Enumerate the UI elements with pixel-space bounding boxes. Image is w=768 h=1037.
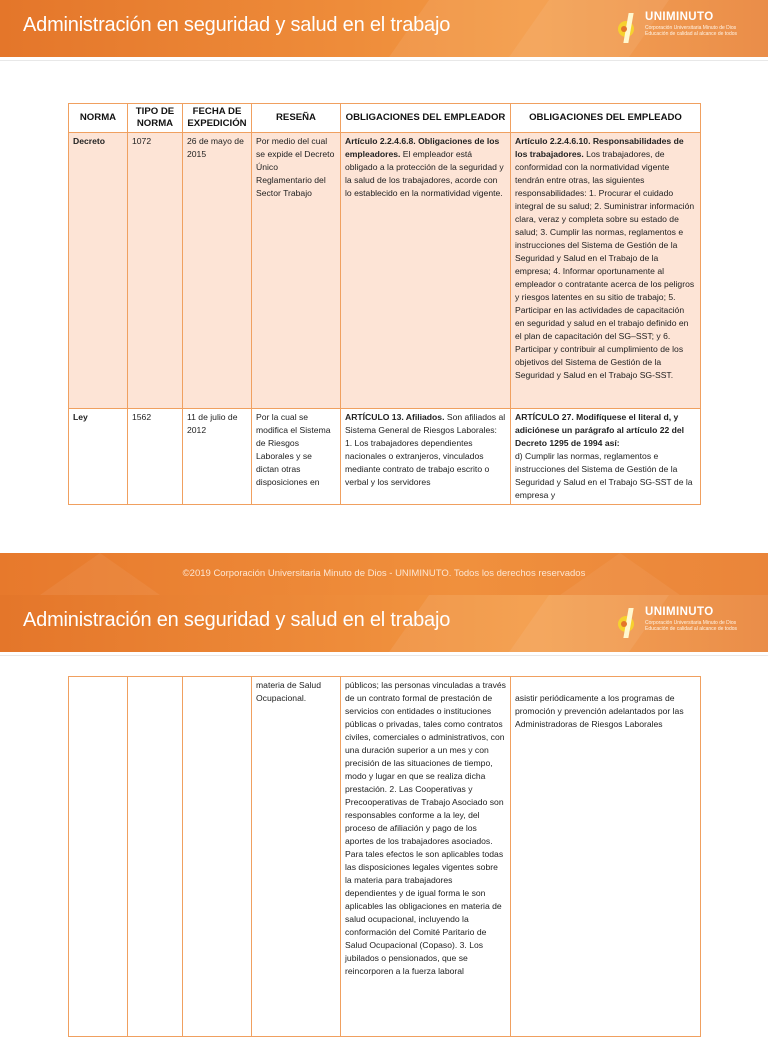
cell-norma <box>69 677 128 1037</box>
header-resena: RESEÑA <box>252 104 341 133</box>
article-heading: ARTÍCULO 13. Afiliados. <box>345 412 445 422</box>
cell-tipo <box>128 677 183 1037</box>
header-tipo-de-norma: TIPO DE NORMA <box>128 104 183 133</box>
article-heading: Artículo 2.2.4.6.8. Obligaciones de los empleadores. <box>345 136 500 159</box>
cell-empleado <box>511 409 701 505</box>
header-divider <box>0 655 768 656</box>
article-text: El empleador está obligado a la protección de la seguridad y la salud de los trabajadores, acorde con lo establecido en la normatividad vigente. <box>345 149 504 198</box>
copyright-text: ©2019 Corporación Universitaria Minuto de Dios - UNIMINUTO. Todos los derechos reservados <box>182 568 586 579</box>
page-title: Administración en seguridad y salud en el trabajo <box>23 14 451 36</box>
article-text: Son afiliados al Sistema General de Riesgos Laborales: 1. Los trabajadores dependientes nacionales o extranjeros, vinculados mediante contrato de trabajo escrito o verbal y los servidores <box>345 412 506 487</box>
uniminuto-logo <box>616 606 742 640</box>
cell-fecha: 26 de mayo de 2015 <box>183 133 252 409</box>
article-text: Los trabajadores, de conformidad con la normatividad vigente tendrán entre otras, las siguientes responsabilidades: 1. Procurar el cuidado integral de su salud; 2. Suministrar información clara, veraz y completa sobre su estado de salud; 3. Cumplir las normas, reglamentos e instrucciones del Sistema de Gestión de la Seguridad y Salud en el Trabajo de la empresa; 4. Informar oportunamente al empleador o contratante acerca de los peligros y riesgos latentes en su sitio de trabajo; 5. Participar en las actividades de capacitación en seguridad y salud en el trabajo definido en el plan de capacitación del SG–SST; y 6. Participar y contribuir al cumplimiento de los objetivos del Sistema de Gestión de la Seguridad y Salud en el Trabajo SG-SST. <box>515 149 695 380</box>
legal-norms-table-continuation <box>68 676 701 1037</box>
cell-resena: materia de Salud Ocupacional. <box>252 677 341 1037</box>
cell-empleador: públicos; las personas vinculadas a través de un contrato formal de prestación de servicios con entidades o instituciones públicas o privadas, tales como contratos civiles, comerciales o administrativos, con una duración superior a un mes y con precisión de las situaciones de tiempo, modo y lugar en que se realiza dicha prestación. 2. Las Cooperativas y Precooperativas de Trabajo Asociado son responsables conforme a la ley, del proceso de afiliación y pago de los aportes de los trabajadores asociados. Para tales efectos le son aplicables todas las disposiciones legales vigentes sobre la materia para trabajadores dependientes y de igual forma le son aplicables las obligaciones en materia de salud ocupacional, incluyendo la conformación del Comité Paritario de Salud Ocupacional (Copaso). 3. Los jubilados o pensionados, que se reincorporen a la fuerza laboral <box>341 677 511 1037</box>
table-header-row <box>69 104 701 133</box>
cell-tipo: 1562 <box>128 409 183 505</box>
logo-mark-icon <box>616 13 642 43</box>
header-obligaciones-empleado: OBLIGACIONES DEL EMPLEADO <box>511 104 701 133</box>
cell-resena: Por medio del cual se expide el Decreto Único Reglamentario del Sector Trabajo <box>252 133 341 409</box>
page-title: Administración en seguridad y salud en el trabajo <box>23 609 451 631</box>
article-text: d) Cumplir las normas, reglamentos e instrucciones del Sistema de Gestión de la Seguridad y Salud en el Trabajo SG-SST de la empresa y <box>515 451 693 500</box>
cell-norma: Decreto <box>69 133 128 409</box>
header-fecha-de-expedicion: FECHA DE EXPEDICIÓN <box>183 104 252 133</box>
logo-mark-icon <box>616 608 642 638</box>
header-obligaciones-empleador: OBLIGACIONES DEL EMPLEADOR <box>341 104 511 133</box>
cell-empleador <box>341 409 511 505</box>
cell-empleado <box>511 133 701 409</box>
cell-empleador <box>341 133 511 409</box>
cell-tipo: 1072 <box>128 133 183 409</box>
uniminuto-logo <box>616 11 742 45</box>
cell-fecha: 11 de julio de 2012 <box>183 409 252 505</box>
logo-tagline: Corporación Universitaria Minuto de Dios Educación de calidad al alcance de todos <box>645 620 738 632</box>
cell-fecha <box>183 677 252 1037</box>
header-divider <box>0 60 768 61</box>
page-footer <box>0 553 768 595</box>
page-header-banner <box>0 0 768 57</box>
logo-tagline: Corporación Universitaria Minuto de Dios Educación de calidad al alcance de todos <box>645 25 738 37</box>
table-row <box>69 133 701 409</box>
article-heading: ARTÍCULO 27. Modifíquese el literal d, y adiciónese un parágrafo al artículo 22 del Decreto 1295 de 1994 así: <box>515 412 685 448</box>
cell-empleado: asistir periódicamente a los programas de promoción y prevención adelantados por las Administradoras de Riesgos Laborales <box>511 677 701 1037</box>
logo-brand-name: UNIMINUTO <box>645 606 714 618</box>
table-row <box>69 677 701 1037</box>
page-header-banner <box>0 595 768 652</box>
article-heading: Artículo 2.2.4.6.10. Responsabilidades de los trabajadores. <box>515 136 684 159</box>
legal-norms-table <box>68 103 701 505</box>
cell-resena: Por la cual se modifica el Sistema de Riesgos Laborales y se dictan otras disposiciones en <box>252 409 341 505</box>
cell-norma: Ley <box>69 409 128 505</box>
logo-brand-name: UNIMINUTO <box>645 11 714 23</box>
table-row <box>69 409 701 505</box>
header-norma: NORMA <box>69 104 128 133</box>
